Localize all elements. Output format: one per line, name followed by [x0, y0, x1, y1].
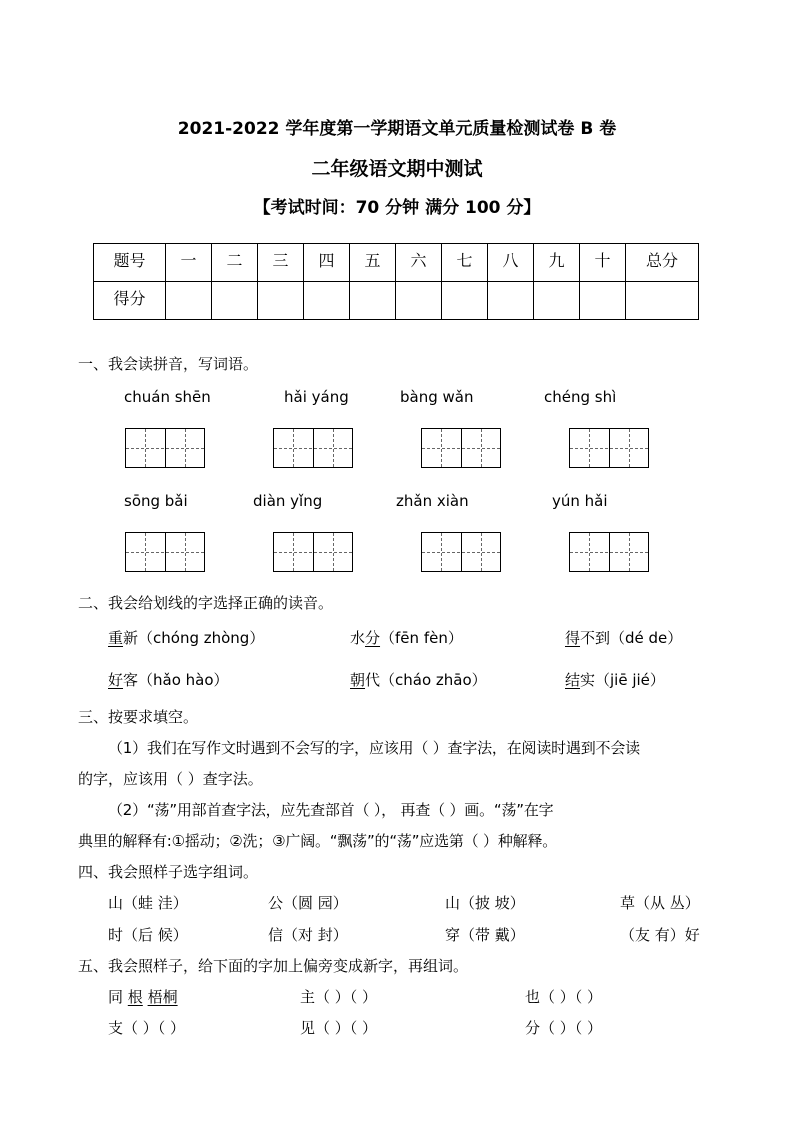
section-5-heading: 五、我会照样子，给下面的字加上偏旁变成新字，再组词。 — [78, 957, 469, 975]
word-choice: 公（圆 园） — [268, 894, 348, 912]
word-choice: 信（对 封） — [268, 926, 348, 944]
table-cell: 九 — [534, 244, 580, 282]
example-base-char: 同 — [108, 988, 124, 1006]
table-cell: 七 — [442, 244, 488, 282]
underlined-char: 结 — [565, 671, 581, 689]
reading-options: （fēn fèn） — [380, 629, 463, 647]
fill-line: （2）“荡”用部首查字法，应先查部首（ ）， 再查（ ）画。“荡”在字 — [108, 801, 554, 819]
score-table-header-row — [94, 244, 699, 282]
pinyin-label: chuán shēn — [124, 388, 211, 406]
radical-item: 见（ ）（ ） — [300, 1019, 378, 1037]
table-cell: 八 — [488, 244, 534, 282]
exam-title: 2021-2022 学年度第一学期语文单元质量检测试卷 B 卷 — [177, 119, 617, 139]
reading-options: 不到（dé de） — [580, 629, 683, 647]
underlined-char: 重 — [108, 629, 124, 647]
radical-item: 也（ ）（ ） — [525, 988, 603, 1006]
section-2-heading: 二、我会给划线的字选择正确的读音。 — [78, 594, 334, 612]
pinyin-label: bàng wǎn — [400, 388, 474, 406]
radical-item: 分（ ）（ ） — [525, 1019, 603, 1037]
score-cell[interactable] — [166, 282, 212, 320]
reading-item — [350, 669, 487, 690]
score-cell[interactable] — [580, 282, 626, 320]
reading-item — [565, 669, 665, 690]
word-choice: 时（后 候） — [108, 926, 188, 944]
table-cell: 四 — [304, 244, 350, 282]
underlined-char: 分 — [365, 629, 381, 647]
underlined-char: 朝 — [350, 671, 366, 689]
table-cell: 一 — [166, 244, 212, 282]
section-4-heading: 四、我会照样子选字组词。 — [78, 863, 259, 881]
table-cell: 三 — [258, 244, 304, 282]
pinyin-label: diàn yǐng — [253, 492, 323, 510]
word-choice: 山（蛙 洼） — [108, 894, 188, 912]
score-table-score-row — [94, 282, 699, 320]
table-cell: 五 — [350, 244, 396, 282]
reading-item — [565, 627, 682, 648]
writing-grid[interactable] — [125, 428, 205, 468]
reading-options: 客（hǎo hào） — [123, 671, 229, 689]
fill-line: 的字，应该用（ ）查字法。 — [78, 770, 263, 788]
writing-grid[interactable] — [273, 428, 353, 468]
reading-options: 代（cháo zhāo） — [365, 671, 487, 689]
word-choice: 穿（带 戴） — [445, 926, 525, 944]
writing-grid[interactable] — [421, 532, 501, 572]
score-cell[interactable] — [350, 282, 396, 320]
word-choice: 草（从 丛） — [620, 894, 700, 912]
section-1-heading: 一、我会读拼音，写词语。 — [78, 355, 259, 373]
reading-item — [108, 669, 229, 690]
reading-item — [350, 627, 463, 648]
score-cell[interactable] — [304, 282, 350, 320]
reading-prefix: 水 — [350, 629, 366, 647]
reading-item — [108, 627, 264, 648]
score-cell[interactable] — [258, 282, 304, 320]
radical-item: 支（ ）（ ） — [108, 1019, 186, 1037]
exam-subtitle: 二年级语文期中测试 — [311, 158, 483, 180]
writing-grid[interactable] — [569, 428, 649, 468]
writing-grid[interactable] — [273, 532, 353, 572]
pinyin-label: yún hǎi — [552, 492, 608, 510]
pinyin-label: chéng shì — [544, 388, 617, 406]
table-cell: 六 — [396, 244, 442, 282]
example-new-char: 根 — [127, 988, 143, 1006]
score-table — [93, 243, 699, 320]
table-cell: 十 — [580, 244, 626, 282]
reading-options: 新（chóng zhòng） — [123, 629, 265, 647]
word-choice: （友 有）好 — [620, 926, 700, 944]
example-word: 梧桐 — [147, 988, 178, 1006]
score-cell[interactable] — [212, 282, 258, 320]
example-item — [108, 986, 178, 1007]
writing-grid[interactable] — [125, 532, 205, 572]
table-cell: 总分 — [626, 244, 699, 282]
score-cell[interactable] — [488, 282, 534, 320]
underlined-char: 得 — [565, 629, 581, 647]
radical-item: 主（ ）（ ） — [300, 988, 378, 1006]
score-cell[interactable] — [626, 282, 699, 320]
exam-info: 【考试时间：70 分钟 满分 100 分】 — [253, 198, 541, 218]
underlined-char: 好 — [108, 671, 124, 689]
table-cell: 题号 — [94, 244, 166, 282]
writing-grid[interactable] — [569, 532, 649, 572]
pinyin-label: hǎi yáng — [284, 388, 349, 406]
pinyin-label: zhǎn xiàn — [396, 492, 469, 510]
table-cell: 得分 — [94, 282, 166, 320]
word-choice: 山（披 坡） — [445, 894, 525, 912]
writing-grid[interactable] — [421, 428, 501, 468]
fill-line: （1）我们在写作文时遇到不会写的字，应该用（ ）查字法，在阅读时遇到不会读 — [108, 739, 640, 757]
score-cell[interactable] — [442, 282, 488, 320]
fill-line: 典里的解释有:①摇动；②洗；③广阔。“飘荡”的“荡”应选第（ ）种解释。 — [78, 832, 558, 850]
reading-options: 实（jiē jié） — [580, 671, 665, 689]
table-cell: 二 — [212, 244, 258, 282]
section-3-heading: 三、按要求填空。 — [78, 708, 199, 726]
score-cell[interactable] — [534, 282, 580, 320]
pinyin-label: sōng bǎi — [124, 492, 188, 510]
score-cell[interactable] — [396, 282, 442, 320]
